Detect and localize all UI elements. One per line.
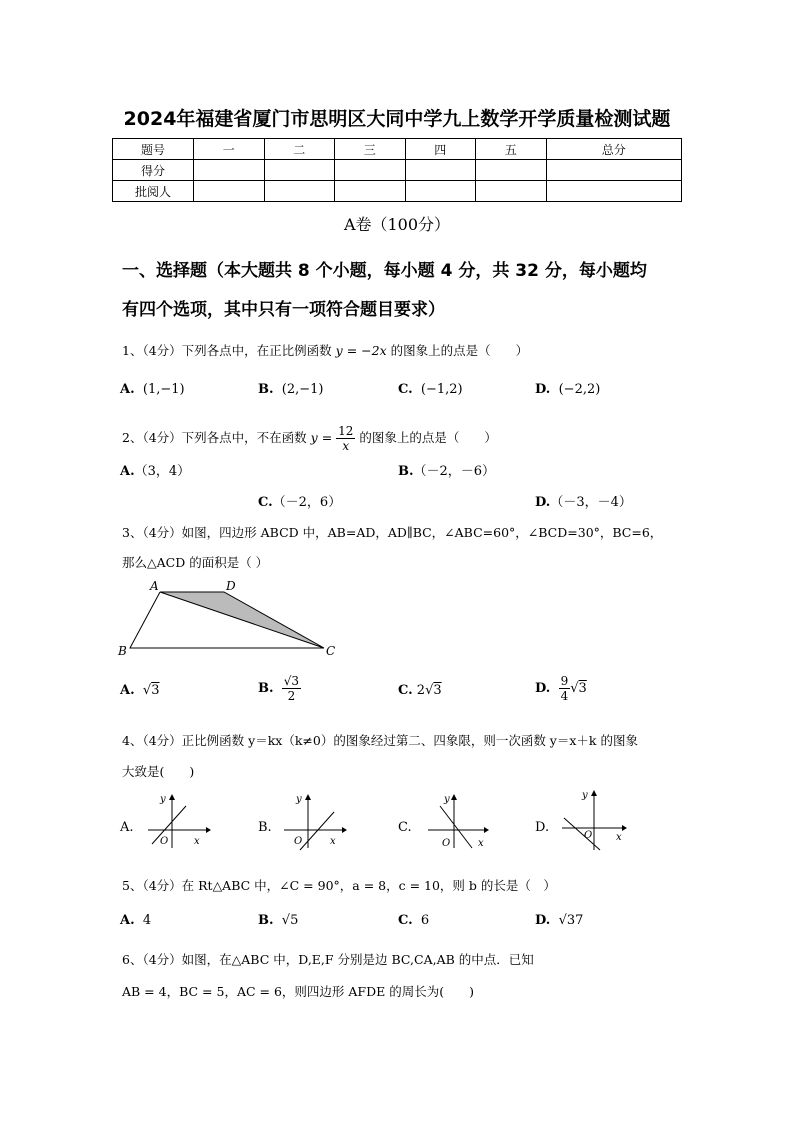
score-cell xyxy=(264,181,335,202)
q4-graph-a xyxy=(140,792,212,852)
y-axis-arrow xyxy=(169,794,175,800)
q2-stem-a: 2、（4分）下列各点中，不在函数 xyxy=(122,430,307,445)
origin-label: O xyxy=(160,836,169,847)
score-cell xyxy=(335,160,406,181)
q1-option-b: B. (2,−1) xyxy=(258,382,324,397)
x-label: x xyxy=(330,836,336,847)
score-row-label: 批阅人 xyxy=(113,181,194,202)
score-header-cell: 二 xyxy=(264,139,335,160)
section-heading-line2: 有四个选项，其中只有一项符合题目要求） xyxy=(122,300,445,320)
y-axis-arrow xyxy=(591,790,597,796)
q5-option-c: C. 6 xyxy=(398,913,430,928)
score-table-header-row xyxy=(113,139,682,160)
y-label: y xyxy=(160,794,166,805)
question-2-stem xyxy=(122,424,497,453)
origin-label: O xyxy=(294,836,303,847)
q4-option-c-label: C. xyxy=(398,820,412,835)
score-cell xyxy=(546,160,682,181)
volume-heading: A卷（100分） xyxy=(343,215,451,234)
x-label: x xyxy=(478,838,484,849)
score-header-cell: 题号 xyxy=(113,139,194,160)
q4-graph-d xyxy=(556,786,632,852)
q4-line2: 大致是( ) xyxy=(122,764,195,779)
q3-quadrilateral-figure xyxy=(112,578,342,660)
x-label: x xyxy=(616,832,622,843)
score-table-row xyxy=(113,181,682,202)
q1-option-a: A. (1,−1) xyxy=(120,382,185,397)
label-b: B xyxy=(118,644,127,658)
q5-option-b: B. √5 xyxy=(258,913,299,928)
q2-option-c: C.（－2，6） xyxy=(258,495,342,510)
q6-line1: 6、（4分）如图，在△ABC 中，D,E,F 分别是边 BC,CA,AB 的中点．已知 xyxy=(122,952,534,967)
score-cell xyxy=(335,181,406,202)
q3-option-a: A. √3 xyxy=(120,683,160,698)
q6-line2: AB = 4，BC = 5，AC = 6，则四边形 AFDE 的周长为( ) xyxy=(122,984,474,999)
y-axis-arrow xyxy=(451,794,457,800)
q4-graph-b xyxy=(276,792,348,852)
score-header-cell: 三 xyxy=(335,139,406,160)
q4-option-d-label: D. xyxy=(535,820,550,835)
score-table-row xyxy=(113,160,682,181)
x-axis-arrow xyxy=(622,825,627,831)
x-axis-arrow xyxy=(342,827,347,833)
q5-option-a: A. 4 xyxy=(120,913,152,928)
q3-line1: 3、（4分）如图，四边形 ABCD 中，AB=AD，AD∥BC，∠ABC=60°，∠BCD=30°，BC=6， xyxy=(122,525,663,540)
y-label: y xyxy=(444,794,450,805)
q1-stem-b: 的图象上的点是（ ） xyxy=(390,343,529,358)
q2-option-b: B.（－2，－6） xyxy=(398,464,496,479)
q4-line1: 4、（4分）正比例函数 y＝kx（k≠0）的图象经过第二、四象限，则一次函数 y＝x＋k 的图象 xyxy=(122,733,638,748)
q1-option-d: D. (−2,2) xyxy=(535,382,601,397)
q3-option-d: D. $\frac{9}{4}$ √3 xyxy=(535,674,587,703)
y-label: y xyxy=(582,790,588,801)
y-axis-arrow xyxy=(305,794,311,800)
q4-option-a-label: A. xyxy=(120,820,134,835)
x-axis-arrow xyxy=(484,827,489,833)
q1-expression: y = −2x xyxy=(335,343,387,358)
shaded-triangle-acd xyxy=(160,592,324,648)
function-line xyxy=(152,806,186,844)
label-c: C xyxy=(326,644,336,658)
origin-label: O xyxy=(584,830,593,841)
score-row-label: 得分 xyxy=(113,160,194,181)
q3-option-c: C. 2√3 xyxy=(398,683,442,698)
score-cell xyxy=(405,160,476,181)
y-label: y xyxy=(296,794,302,805)
q5-stem: 5、（4分）在 Rt△ABC 中，∠C = 90°，a = 8，c = 10，则 b 的长是（ ） xyxy=(122,878,556,893)
score-cell xyxy=(194,181,265,202)
question-1-stem xyxy=(122,341,528,359)
q5-option-d: D. √37 xyxy=(535,913,584,928)
q3-line2: 那么△ACD 的面积是（ ） xyxy=(122,555,269,570)
page-title: 2024年福建省厦门市思明区大同中学九上数学开学质量检测试题 xyxy=(123,108,671,130)
q2-fraction: $\frac{12}{x}$ xyxy=(338,424,354,453)
function-line xyxy=(300,812,334,850)
q2-stem-b: 的图象上的点是（ ） xyxy=(359,430,497,445)
q1-stem-a: 1、（4分）下列各点中，在正比例函数 xyxy=(122,343,332,358)
x-label: x xyxy=(194,836,200,847)
section-heading-line1: 一、选择题（本大题共 8 个小题，每小题 4 分，共 32 分，每小题均 xyxy=(122,261,647,281)
score-cell xyxy=(264,160,335,181)
q2-y-eq: y = xyxy=(310,430,333,445)
origin-label: O xyxy=(442,838,451,849)
x-axis-arrow xyxy=(206,827,211,833)
score-header-cell: 五 xyxy=(476,139,547,160)
q3-option-b: B. $\frac{√3}{2}$ xyxy=(258,674,300,703)
score-cell xyxy=(476,181,547,202)
score-header-cell: 四 xyxy=(405,139,476,160)
q4-graph-c xyxy=(422,792,494,852)
score-header-cell: 一 xyxy=(194,139,265,160)
label-a: A xyxy=(150,579,159,593)
score-cell xyxy=(546,181,682,202)
q1-option-c: C. (−1,2) xyxy=(398,382,463,397)
score-cell xyxy=(476,160,547,181)
score-cell xyxy=(405,181,476,202)
label-d: D xyxy=(226,579,236,593)
q2-option-d: D.（－3，－4） xyxy=(535,495,632,510)
function-line xyxy=(564,818,600,850)
q4-option-b-label: B. xyxy=(258,820,272,835)
score-cell xyxy=(194,160,265,181)
q2-option-a: A.（3，4） xyxy=(120,464,191,479)
score-table xyxy=(112,138,682,202)
score-header-cell: 总分 xyxy=(546,139,682,160)
